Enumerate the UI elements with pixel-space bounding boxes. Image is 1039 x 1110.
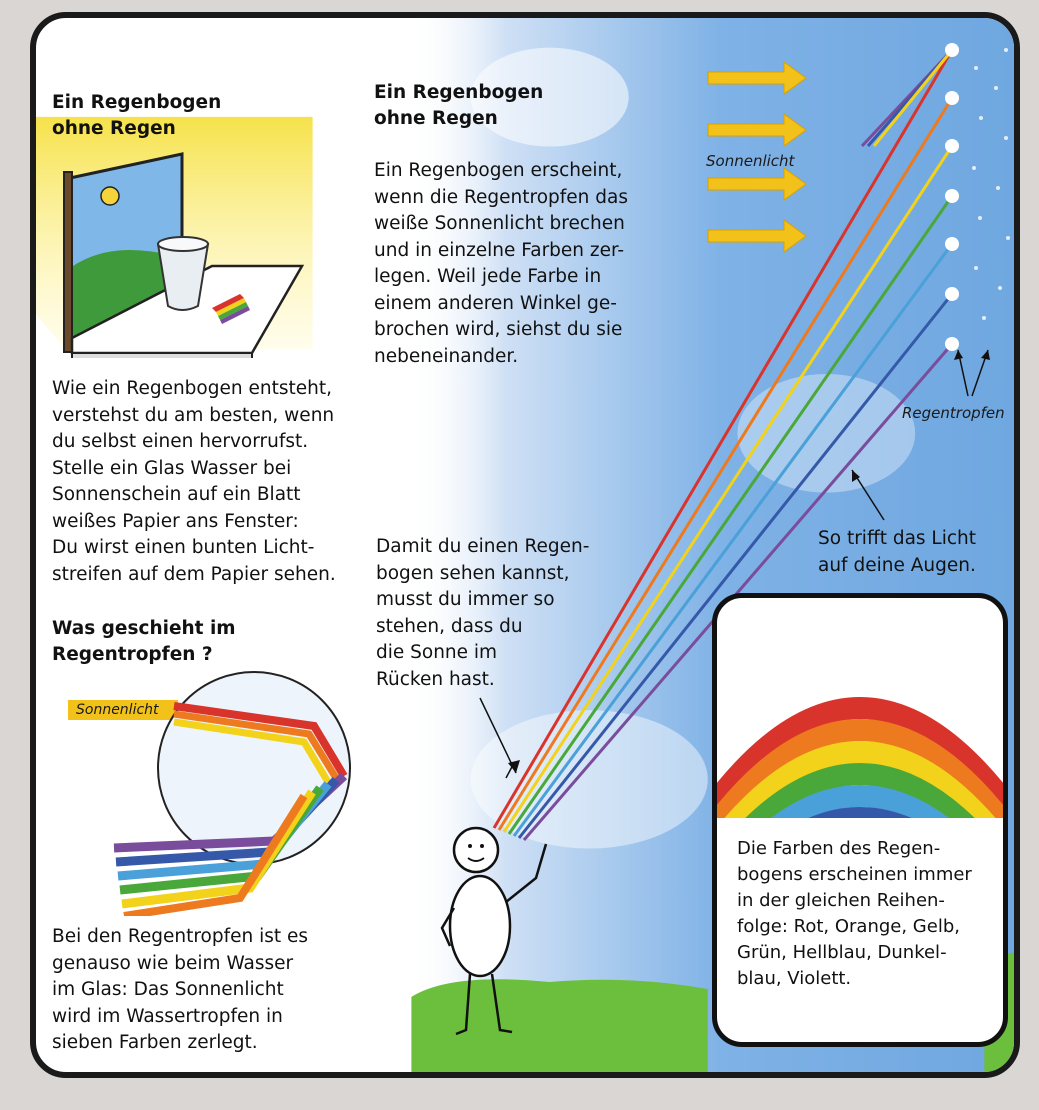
paragraph-raindrops: Bei den Regentropfen ist es genauso wie beim Wasser im Glas: Das Sonnenlicht wird im Wassertropfen in sieben Farben zerlegt. bbox=[52, 926, 309, 1053]
paragraph-sun-behind: Damit du einen Regen- bogen sehen kannst, musst du immer so stehen, dass du die Sonne im Rücken hast. bbox=[376, 536, 590, 690]
raindrops bbox=[936, 38, 1020, 378]
paragraph-refraction: Ein Regenbogen erscheint, wenn die Regentropfen das weiße Sonnenlicht brechen und in einzelne Farben zer- legen. Weil jede Farbe in einem anderen Winkel ge- brochen wird, siehst du sie nebeneinander. bbox=[374, 160, 628, 367]
eye-caption-arrow bbox=[844, 464, 894, 524]
heading-rainbow-without-rain-left: Ein Regenbogen ohne Regen bbox=[52, 92, 222, 139]
paragraph-experiment: Wie ein Regenbogen entsteht, verstehst du am besten, wenn du selbst einen hervorrufst. Stelle ein Glas Wasser bei Sonnenschein auf ein Blatt weißes Papier ans Fenster: Du wirst einen bunten Licht- streifen auf dem Papier sehen. bbox=[52, 378, 336, 585]
book-page bbox=[30, 12, 1020, 1078]
raindrop-pointer-arrows bbox=[954, 340, 1004, 400]
sunlight-label-sky: Sonnenlicht bbox=[706, 152, 795, 170]
heading-what-happens-in-raindrop: Was geschieht im Regentropfen ? bbox=[52, 618, 236, 665]
stick-figure bbox=[436, 818, 556, 1048]
rainbow-arc bbox=[717, 598, 1003, 818]
rainbow-inset-panel bbox=[712, 593, 1008, 1047]
eye-caption: So trifft das Licht auf deine Augen. bbox=[818, 528, 977, 576]
inset-caption: Die Farben des Regen- bogens erscheinen immer in der gleichen Reihen- folge: Rot, Orange, Gelb, Grün, Hellblau, Dunkel- blau, Violett. bbox=[737, 838, 972, 989]
heading-rainbow-without-rain-center: Ein Regenbogen ohne Regen bbox=[374, 82, 544, 129]
sunlight-label-drop: Sonnenlicht bbox=[76, 702, 159, 718]
raindrops-label: Regentropfen bbox=[902, 404, 1005, 422]
